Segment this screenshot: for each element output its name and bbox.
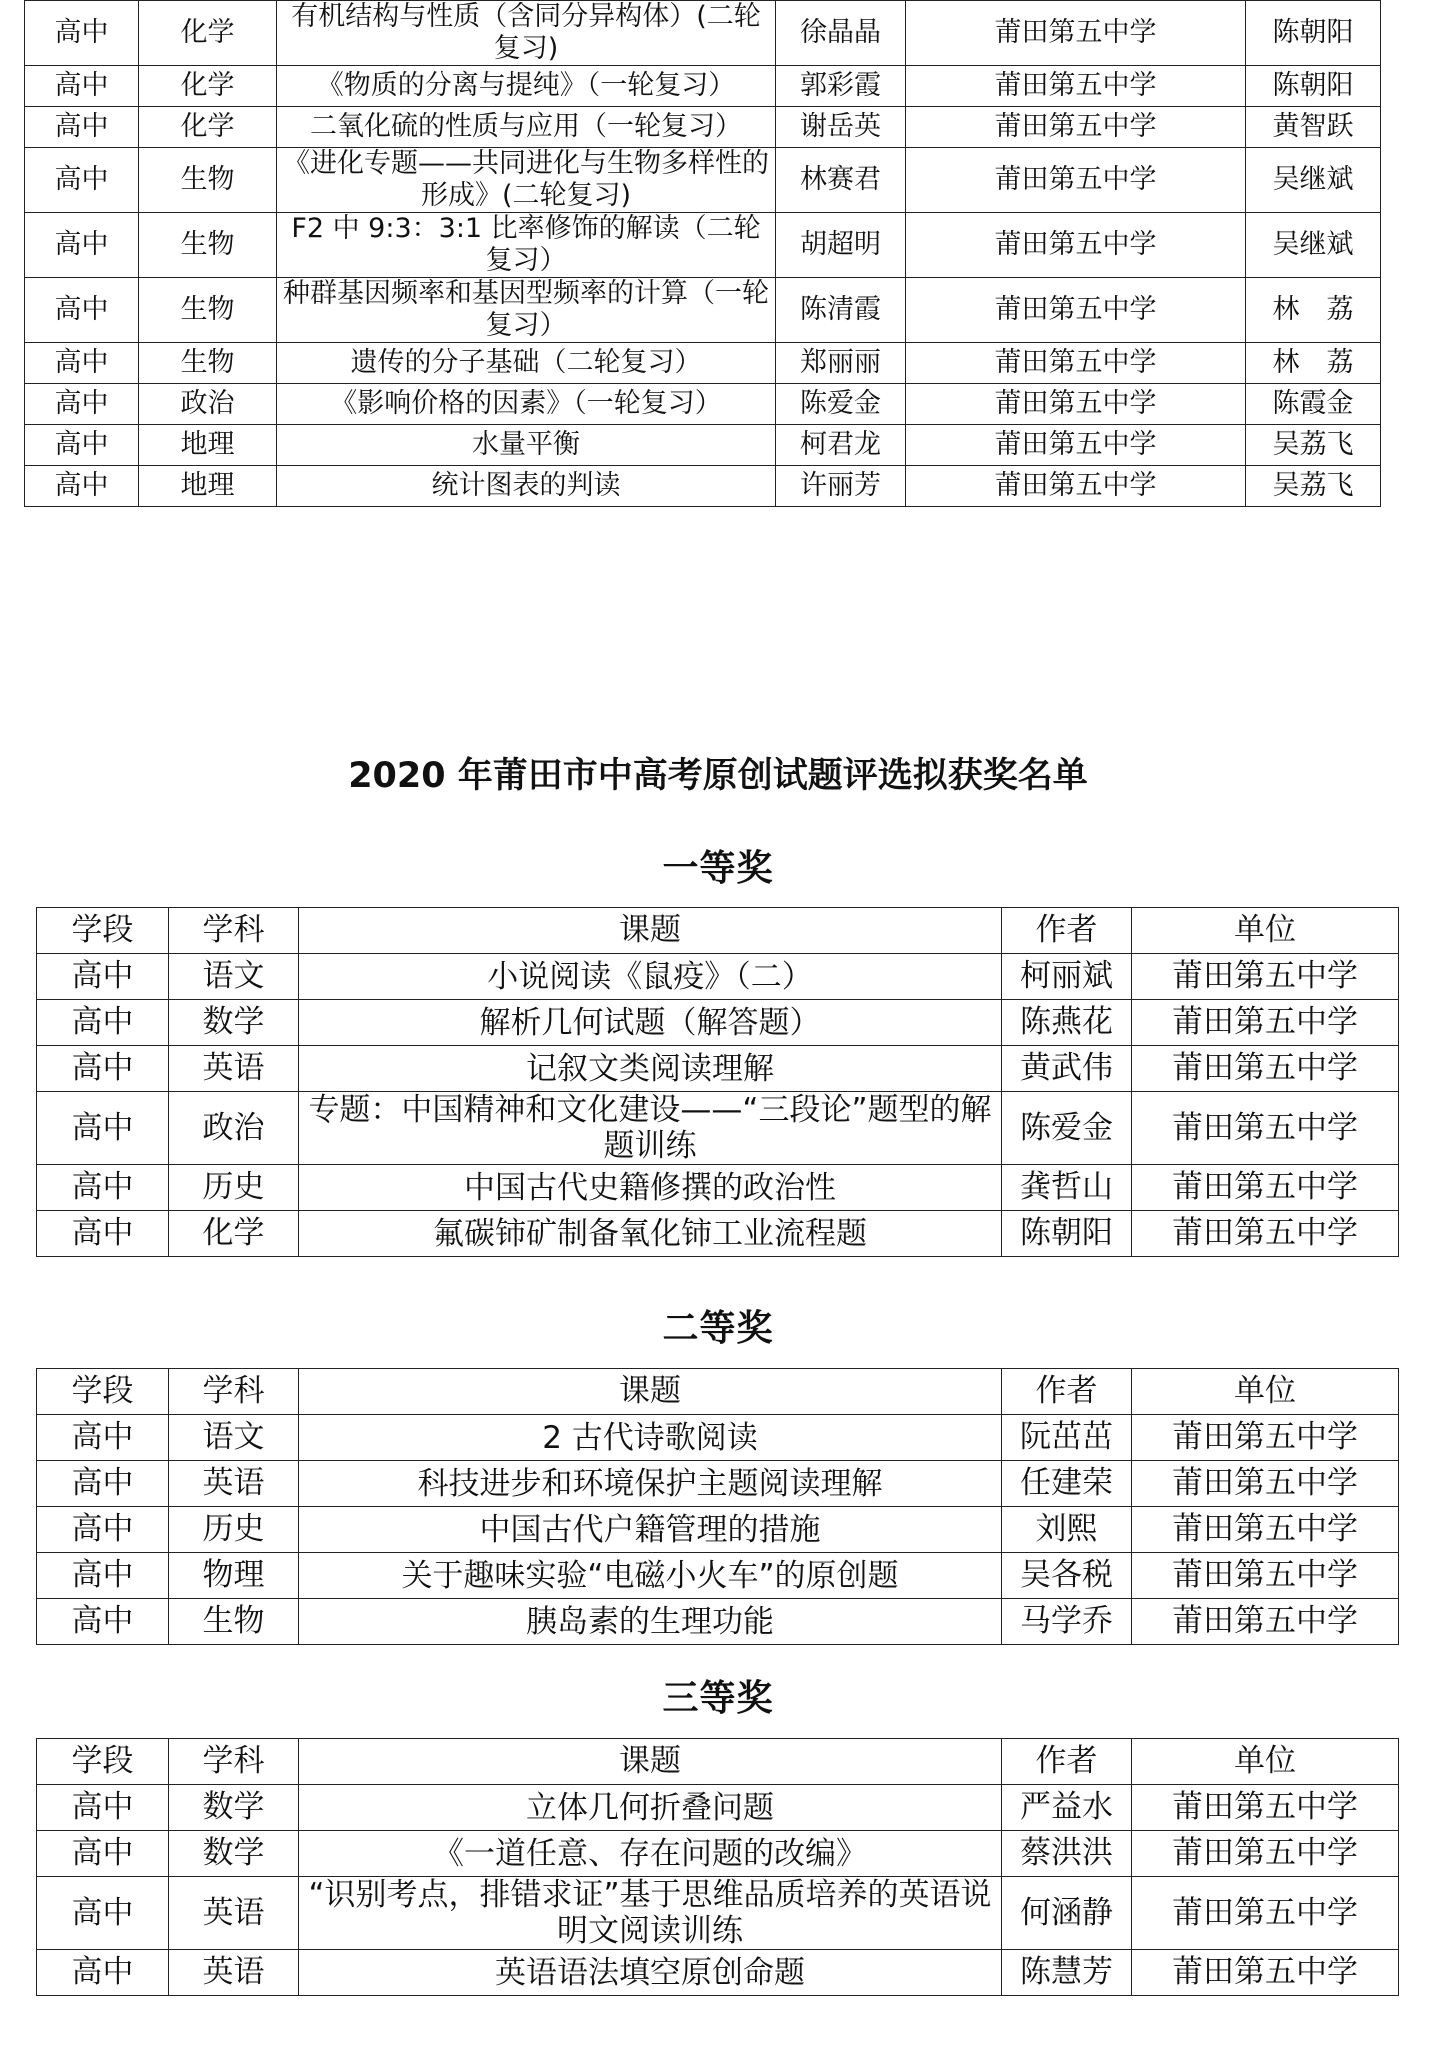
cell-reviewer: 陈朝阳 (1246, 1, 1381, 66)
cell-author: 黄武伟 (1002, 1046, 1132, 1092)
header-subject: 学科 (169, 1369, 299, 1415)
cell-subject: 英语 (169, 1046, 299, 1092)
header-stage: 学段 (37, 1739, 169, 1785)
cell-topic: 专题：中国精神和文化建设——“三段论”题型的解题训练 (299, 1092, 1002, 1165)
table-header-row (37, 908, 1399, 954)
cell-author: 陈朝阳 (1002, 1211, 1132, 1257)
cell-topic: 《一道任意、存在问题的改编》 (299, 1831, 1002, 1877)
award-table-body (37, 1369, 1399, 1645)
cell-stage: 高中 (25, 384, 139, 425)
header-author: 作者 (1002, 1369, 1132, 1415)
table-row (37, 1461, 1399, 1507)
award-heading-third: 三等奖 (662, 1678, 774, 1719)
cell-topic: 统计图表的判读 (277, 466, 776, 507)
table-row (37, 1950, 1399, 1996)
cell-subject: 英语 (169, 1461, 299, 1507)
cell-unit: 莆田第五中学 (1132, 1599, 1399, 1645)
cell-stage: 高中 (37, 1877, 169, 1950)
cell-subject: 生物 (139, 213, 277, 278)
award-table-body (37, 908, 1399, 1257)
header-stage: 学段 (37, 908, 169, 954)
table-row (25, 213, 1381, 278)
cell-subject: 历史 (169, 1507, 299, 1553)
cell-stage: 高中 (37, 1092, 169, 1165)
cell-teacher: 胡超明 (776, 213, 906, 278)
cell-topic: 水量平衡 (277, 425, 776, 466)
cell-teacher: 许丽芳 (776, 466, 906, 507)
cell-subject: 生物 (139, 343, 277, 384)
cell-subject: 地理 (139, 425, 277, 466)
table-row (37, 1046, 1399, 1092)
cell-subject: 英语 (169, 1877, 299, 1950)
cell-stage: 高中 (25, 213, 139, 278)
cell-teacher: 林赛君 (776, 148, 906, 213)
table-row (37, 1507, 1399, 1553)
cell-subject: 化学 (139, 107, 277, 148)
cell-topic: 英语语法填空原创命题 (299, 1950, 1002, 1996)
cell-teacher: 郭彩霞 (776, 66, 906, 107)
cell-subject: 数学 (169, 1785, 299, 1831)
cell-topic: 中国古代户籍管理的措施 (299, 1507, 1002, 1553)
cell-topic: 科技进步和环境保护主题阅读理解 (299, 1461, 1002, 1507)
page-title: 2020 年莆田市中高考原创试题评选拟获奖名单 (348, 756, 1088, 796)
cell-teacher: 柯君龙 (776, 425, 906, 466)
cell-unit: 莆田第五中学 (1132, 1507, 1399, 1553)
cell-teacher: 徐晶晶 (776, 1, 906, 66)
cell-reviewer: 林 荔 (1246, 343, 1381, 384)
cell-teacher: 陈爱金 (776, 384, 906, 425)
cell-stage: 高中 (25, 425, 139, 466)
cell-school: 莆田第五中学 (906, 213, 1246, 278)
table-row (25, 466, 1381, 507)
header-topic: 课题 (299, 908, 1002, 954)
cell-subject: 语文 (169, 1415, 299, 1461)
award-table-first (36, 907, 1399, 1257)
cell-topic: 记叙文类阅读理解 (299, 1046, 1002, 1092)
cell-stage: 高中 (37, 1046, 169, 1092)
cell-topic: 《物质的分离与提纯》（一轮复习） (277, 66, 776, 107)
cell-subject: 生物 (139, 148, 277, 213)
table-header-row (37, 1739, 1399, 1785)
table-row (25, 425, 1381, 466)
cell-topic: 《影响价格的因素》（一轮复习） (277, 384, 776, 425)
table-row (37, 1877, 1399, 1950)
cell-reviewer: 吴荔飞 (1246, 425, 1381, 466)
cell-topic: 遗传的分子基础（二轮复习） (277, 343, 776, 384)
cell-stage: 高中 (25, 466, 139, 507)
cell-subject: 地理 (139, 466, 277, 507)
cell-stage: 高中 (37, 1507, 169, 1553)
cell-subject: 政治 (169, 1092, 299, 1165)
table-row (25, 343, 1381, 384)
cell-reviewer: 陈朝阳 (1246, 66, 1381, 107)
cell-stage: 高中 (37, 1553, 169, 1599)
cell-teacher: 陈清霞 (776, 278, 906, 343)
table-row (37, 954, 1399, 1000)
cell-stage: 高中 (37, 1211, 169, 1257)
table-row (25, 66, 1381, 107)
award-table-second (36, 1368, 1399, 1645)
header-topic: 课题 (299, 1369, 1002, 1415)
cell-school: 莆田第五中学 (906, 384, 1246, 425)
cell-reviewer: 林 荔 (1246, 278, 1381, 343)
cell-topic: 中国古代史籍修撰的政治性 (299, 1165, 1002, 1211)
cell-unit: 莆田第五中学 (1132, 1950, 1399, 1996)
cell-stage: 高中 (37, 1415, 169, 1461)
cell-unit: 莆田第五中学 (1132, 1831, 1399, 1877)
header-author: 作者 (1002, 1739, 1132, 1785)
table-row (37, 1415, 1399, 1461)
header-stage: 学段 (37, 1369, 169, 1415)
cell-topic: 2 古代诗歌阅读 (299, 1415, 1002, 1461)
table-row (25, 107, 1381, 148)
cell-author: 陈燕花 (1002, 1000, 1132, 1046)
cell-unit: 莆田第五中学 (1132, 1553, 1399, 1599)
table-row (37, 1599, 1399, 1645)
header-unit: 单位 (1132, 1739, 1399, 1785)
cell-author: 吴各税 (1002, 1553, 1132, 1599)
award-heading-first: 一等奖 (662, 848, 774, 889)
cell-subject: 语文 (169, 954, 299, 1000)
cell-subject: 英语 (169, 1950, 299, 1996)
cell-stage: 高中 (37, 1000, 169, 1046)
cell-subject: 数学 (169, 1000, 299, 1046)
cell-subject: 物理 (169, 1553, 299, 1599)
cell-unit: 莆田第五中学 (1132, 954, 1399, 1000)
cell-stage: 高中 (37, 1950, 169, 1996)
cell-author: 刘熙 (1002, 1507, 1132, 1553)
header-author: 作者 (1002, 908, 1132, 954)
cell-topic: F2 中 9:3：3:1 比率修饰的解读（二轮复习） (277, 213, 776, 278)
cell-reviewer: 吴继斌 (1246, 148, 1381, 213)
award-table-body (37, 1739, 1399, 1996)
cell-subject: 化学 (139, 66, 277, 107)
header-unit: 单位 (1132, 1369, 1399, 1415)
cell-unit: 莆田第五中学 (1132, 1415, 1399, 1461)
cell-unit: 莆田第五中学 (1132, 1165, 1399, 1211)
cell-subject: 政治 (139, 384, 277, 425)
cell-topic: 胰岛素的生理功能 (299, 1599, 1002, 1645)
cell-school: 莆田第五中学 (906, 107, 1246, 148)
cell-unit: 莆田第五中学 (1132, 1211, 1399, 1257)
cell-topic: 小说阅读《鼠疫》（二） (299, 954, 1002, 1000)
table-row (25, 384, 1381, 425)
table-row (25, 148, 1381, 213)
cell-author: 马学乔 (1002, 1599, 1132, 1645)
cell-subject: 化学 (139, 1, 277, 66)
cell-reviewer: 陈霞金 (1246, 384, 1381, 425)
cell-author: 任建荣 (1002, 1461, 1132, 1507)
cell-stage: 高中 (37, 954, 169, 1000)
cell-stage: 高中 (25, 148, 139, 213)
cell-stage: 高中 (25, 107, 139, 148)
table-row (37, 1785, 1399, 1831)
cell-topic: 氟碳铈矿制备氧化铈工业流程题 (299, 1211, 1002, 1257)
cell-author: 柯丽斌 (1002, 954, 1132, 1000)
cell-stage: 高中 (25, 343, 139, 384)
cell-topic: 解析几何试题（解答题） (299, 1000, 1002, 1046)
cell-author: 严益水 (1002, 1785, 1132, 1831)
cell-topic: 立体几何折叠问题 (299, 1785, 1002, 1831)
table-row (37, 1831, 1399, 1877)
table-row (37, 1165, 1399, 1211)
cell-topic: 有机结构与性质（含同分异构体）(二轮复习) (277, 1, 776, 66)
header-topic: 课题 (299, 1739, 1002, 1785)
cell-stage: 高中 (37, 1165, 169, 1211)
table-row (25, 1, 1381, 66)
cell-school: 莆田第五中学 (906, 278, 1246, 343)
cell-topic: 二氧化硫的性质与应用（一轮复习） (277, 107, 776, 148)
award-table-third (36, 1738, 1399, 1996)
table-row (25, 278, 1381, 343)
cell-author: 何涵静 (1002, 1877, 1132, 1950)
cell-reviewer: 吴荔飞 (1246, 466, 1381, 507)
cell-stage: 高中 (37, 1785, 169, 1831)
cell-stage: 高中 (37, 1461, 169, 1507)
cell-stage: 高中 (37, 1831, 169, 1877)
cell-school: 莆田第五中学 (906, 466, 1246, 507)
cell-subject: 生物 (169, 1599, 299, 1645)
cell-teacher: 郑丽丽 (776, 343, 906, 384)
cell-school: 莆田第五中学 (906, 148, 1246, 213)
cell-subject: 数学 (169, 1831, 299, 1877)
cell-author: 蔡洪洪 (1002, 1831, 1132, 1877)
cell-topic: 关于趣味实验“电磁小火车”的原创题 (299, 1553, 1002, 1599)
cell-school: 莆田第五中学 (906, 343, 1246, 384)
cell-reviewer: 黄智跃 (1246, 107, 1381, 148)
header-subject: 学科 (169, 1739, 299, 1785)
cell-unit: 莆田第五中学 (1132, 1000, 1399, 1046)
table-row (37, 1211, 1399, 1257)
table-row (37, 1553, 1399, 1599)
cell-author: 陈慧芳 (1002, 1950, 1132, 1996)
cell-unit: 莆田第五中学 (1132, 1785, 1399, 1831)
cell-stage: 高中 (25, 66, 139, 107)
cell-topic: 种群基因频率和基因型频率的计算（一轮复习） (277, 278, 776, 343)
table-header-row (37, 1369, 1399, 1415)
cell-subject: 化学 (169, 1211, 299, 1257)
cell-stage: 高中 (37, 1599, 169, 1645)
cell-unit: 莆田第五中学 (1132, 1461, 1399, 1507)
table-row (37, 1000, 1399, 1046)
cell-topic: 《进化专题——共同进化与生物多样性的形成》(二轮复习) (277, 148, 776, 213)
award-heading-second: 二等奖 (662, 1308, 774, 1349)
cell-unit: 莆田第五中学 (1132, 1877, 1399, 1950)
cell-school: 莆田第五中学 (906, 66, 1246, 107)
cell-author: 陈爱金 (1002, 1092, 1132, 1165)
cell-stage: 高中 (25, 278, 139, 343)
cell-subject: 生物 (139, 278, 277, 343)
cell-author: 阮茁茁 (1002, 1415, 1132, 1461)
top-table (24, 0, 1381, 507)
cell-reviewer: 吴继斌 (1246, 213, 1381, 278)
header-subject: 学科 (169, 908, 299, 954)
cell-stage: 高中 (25, 1, 139, 66)
cell-topic: “识别考点，排错求证”基于思维品质培养的英语说明文阅读训练 (299, 1877, 1002, 1950)
header-unit: 单位 (1132, 908, 1399, 954)
cell-unit: 莆田第五中学 (1132, 1092, 1399, 1165)
top-table-body (25, 1, 1381, 507)
cell-unit: 莆田第五中学 (1132, 1046, 1399, 1092)
cell-author: 龚哲山 (1002, 1165, 1132, 1211)
cell-school: 莆田第五中学 (906, 1, 1246, 66)
cell-teacher: 谢岳英 (776, 107, 906, 148)
cell-school: 莆田第五中学 (906, 425, 1246, 466)
table-row (37, 1092, 1399, 1165)
cell-subject: 历史 (169, 1165, 299, 1211)
